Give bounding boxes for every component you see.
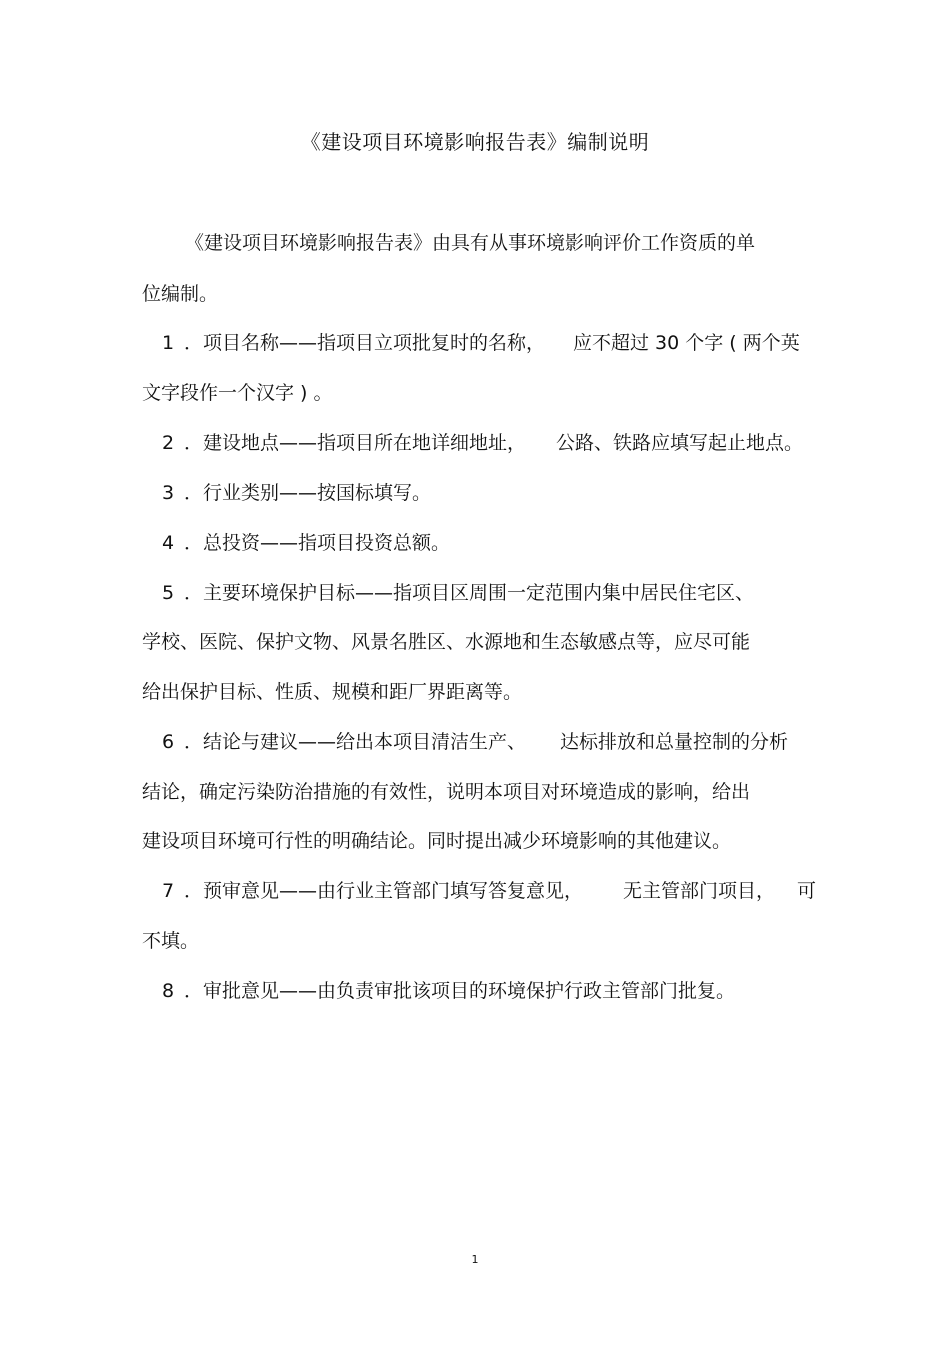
item-5-continuation-1: 学校、医院、保护文物、风景名胜区、水源地和生态敏感点等，应尽可能 xyxy=(142,631,751,653)
item-6-number: 6 xyxy=(162,731,175,753)
item-3-number: 3 xyxy=(162,482,175,504)
item-7-text-a: ．预审意见——由行业主管部门填写答复意见， xyxy=(184,880,584,902)
item-4-number: 4 xyxy=(162,532,175,554)
item-4 xyxy=(162,530,450,556)
item-5-number: 5 xyxy=(162,582,175,604)
item-8 xyxy=(162,978,735,1004)
item-6-continuation-2: 建设项目环境可行性的明确结论。同时提出减少环境影响的其他建议。 xyxy=(142,830,732,852)
item-3-text: ．行业类别——按国标填写。 xyxy=(184,482,432,504)
item-1-text-a: ．项目名称——指项目立项批复时的名称， xyxy=(184,332,546,354)
item-2-text-a: ．建设地点——指项目所在地详细地址， xyxy=(184,432,527,454)
intro-line-2: 位编制。 xyxy=(142,283,219,305)
intro-line-1: 《建设项目环境影响报告表》由具有从事环境影响评价工作资质的单 xyxy=(185,232,756,254)
item-7-number: 7 xyxy=(162,880,175,902)
item-5-continuation-2: 给出保护目标、性质、规模和距厂界距离等。 xyxy=(142,681,523,703)
document-title: 《建设项目环境影响报告表》编制说明 xyxy=(300,130,650,154)
item-6-text-b: 达标排放和总量控制的分析 xyxy=(560,731,789,753)
item-7-continuation: 不填。 xyxy=(142,930,200,952)
item-4-text: ．总投资——指项目投资总额。 xyxy=(184,532,451,554)
item-2 xyxy=(162,430,803,456)
item-5-text: ．主要环境保护目标——指项目区周围一定范围内集中居民住宅区、 xyxy=(184,582,755,604)
item-7-text-b: 无主管部门项目， xyxy=(623,880,776,902)
item-5 xyxy=(162,580,754,606)
item-1-number: 1 xyxy=(162,332,175,354)
item-2-text-b: 公路、铁路应填写起止地点。 xyxy=(556,432,804,454)
page-number: 1 xyxy=(471,1253,479,1266)
item-1-continuation: 文字段作一个汉字 ) 。 xyxy=(142,382,333,404)
item-8-number: 8 xyxy=(162,980,175,1002)
item-1 xyxy=(162,330,800,356)
item-3 xyxy=(162,480,431,506)
item-1-text-b: 应不超过 30 个字 ( 两个英 xyxy=(573,332,800,354)
item-6-text-a: ．结论与建议——给出本项目清洁生产、 xyxy=(184,731,527,753)
item-6-continuation-1: 结论，确定污染防治措施的有效性，说明本项目对环境造成的影响，给出 xyxy=(142,781,751,803)
item-7 xyxy=(162,878,816,904)
item-6 xyxy=(162,729,788,755)
item-7-text-c: 可 xyxy=(797,880,817,902)
item-8-text: ．审批意见——由负责审批该项目的环境保护行政主管部门批复。 xyxy=(184,980,736,1002)
item-2-number: 2 xyxy=(162,432,175,454)
